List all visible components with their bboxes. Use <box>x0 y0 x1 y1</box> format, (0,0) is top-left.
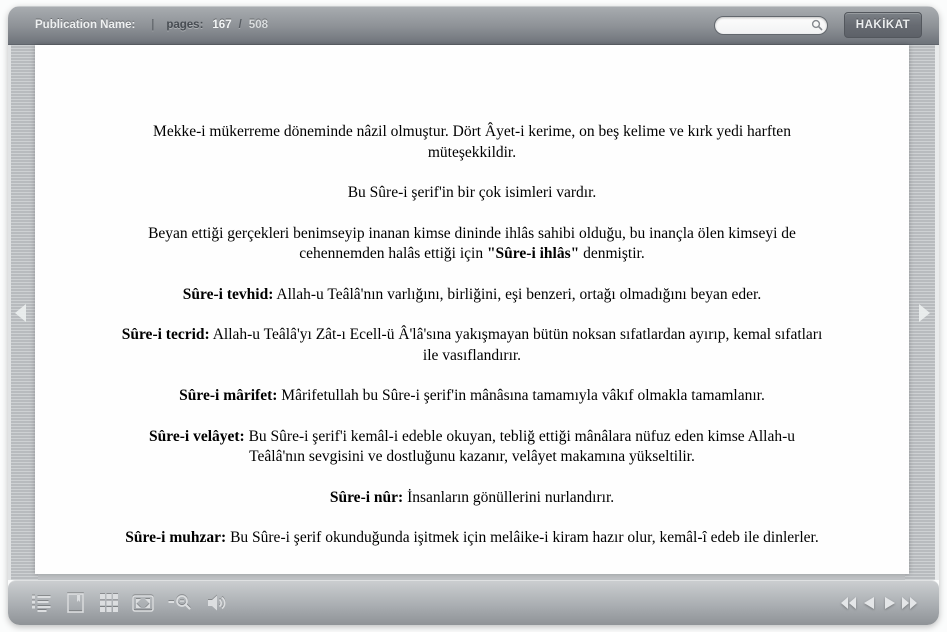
next-page-arrow[interactable] <box>919 304 930 322</box>
brand-button[interactable]: HAKİKAT <box>844 12 922 38</box>
paragraph: Beyan ettiği gerçekleri benimseyip inanan kimse dininde ihlâs sahibi olduğu, bu inançla ölen kimseyi de cehennemden halâs ettiği için "Sûre-i ihlâs" denmiştir. <box>148 224 796 262</box>
search-box <box>714 16 828 35</box>
paragraph: Sûre-i muhzar: Bu Sûre-i şerif okunduğunda işitmek için melâike-i kiram hazır olur, kemâl-î edeb ile dinlerler. <box>125 529 819 546</box>
paragraph: Sûre-i tecrid: Allah-u Teâlâ'yı Zât-ı Ecell-ü Â'lâ'sına yakışmayan bütün noksan sıfatlardan ayırıp, kemal sıfatları ile vasıflandırır. <box>121 326 823 364</box>
previous-page-icon[interactable] <box>859 592 879 614</box>
flipbook-area <box>8 45 939 580</box>
paragraph: Sûre-i velâyet: Bu Sûre-i şerif'i kemâl-i edeble okuyan, tebliğ ettiği mânâlara nüfuz eden kimse Allah-u Teâlâ'nın sevgisini ve dostluğunu kazanır, velâyet makamına yükseltilir. <box>149 427 795 465</box>
paragraph: Sûre-i tevhid: Allah-u Teâlâ'nın varlığını, birliğini, eşi benzeri, ortağı olmadığını beyan eder. <box>182 285 762 303</box>
zoom-out-icon[interactable] <box>164 590 196 616</box>
sound-icon[interactable] <box>204 590 230 616</box>
thumbnail-grid-icon[interactable] <box>96 590 122 616</box>
paragraph: Mekke-i mükerreme döneminde nâzil olmuştur. Dört Âyet-i kerime, on beş kelime ve kırk yedi harften müteşekkildir. <box>153 123 791 161</box>
toolbar-separator: | <box>151 19 155 31</box>
document-page <box>35 45 909 574</box>
fullscreen-icon[interactable] <box>130 590 156 616</box>
current-page-number: 167 <box>212 19 232 31</box>
paragraph: Bu Sûre-i şerif'in bir çok isimleri vardır. <box>347 184 597 201</box>
last-page-icon[interactable] <box>899 592 919 614</box>
toc-list-icon[interactable] <box>28 590 54 616</box>
next-page-icon[interactable] <box>879 592 899 614</box>
page-bookmark-icon[interactable] <box>62 590 88 616</box>
total-page-number: 508 <box>248 19 268 31</box>
bottom-toolbar <box>8 580 939 625</box>
first-page-icon[interactable] <box>839 592 859 614</box>
paragraph: Sûre-i mârifet: Mârifetullah bu Sûre-i şerif'in mânâsına tamamıyla vâkıf olmakla tamamlanır. <box>179 387 765 404</box>
reader-window <box>8 6 939 625</box>
previous-page-arrow[interactable] <box>15 304 26 322</box>
publication-name-label: Publication Name: <box>35 19 136 31</box>
paragraph: Sûre-i nûr: İnsanların gönüllerini nurlandırır. <box>329 488 615 506</box>
magnifier-icon <box>811 19 823 31</box>
pages-label: pages: <box>166 19 204 31</box>
page-text <box>35 45 909 549</box>
search-input[interactable] <box>721 17 807 34</box>
top-toolbar <box>8 6 939 45</box>
page-count-divider: / <box>238 19 242 31</box>
